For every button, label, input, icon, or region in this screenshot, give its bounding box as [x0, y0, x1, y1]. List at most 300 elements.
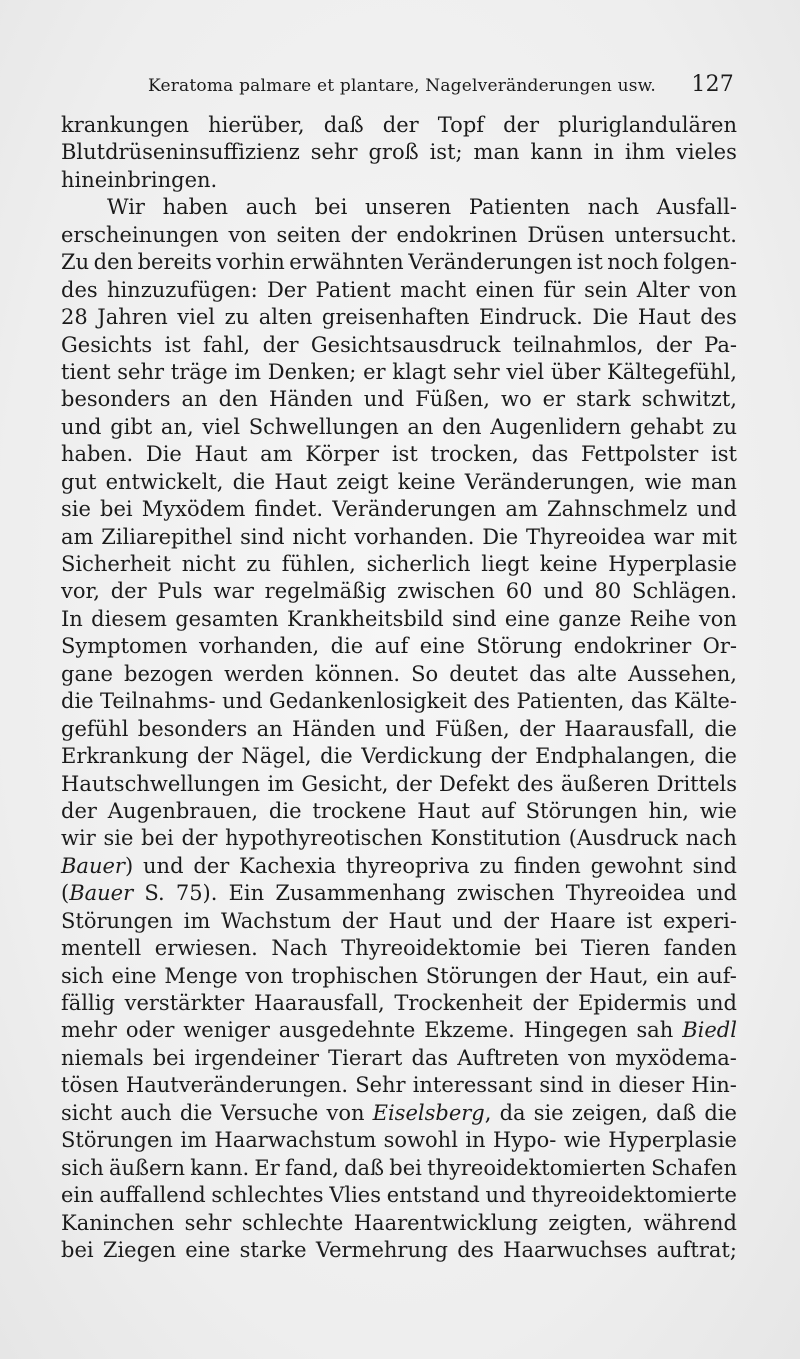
word: Kachexia [239, 853, 337, 878]
word: regelmäßig [264, 579, 387, 604]
word: Haut [194, 442, 248, 467]
word: Zahnschmelz [546, 497, 688, 522]
word: Veränderungen [408, 250, 573, 275]
word: des [61, 277, 98, 302]
word: Defekt [438, 771, 510, 796]
word: viel [506, 359, 545, 384]
word: ein [656, 963, 689, 988]
word: sicht [61, 1100, 113, 1125]
word: Reihe [629, 606, 691, 631]
word: experi- [662, 908, 737, 933]
word: wir [61, 826, 96, 851]
word: bezogen [124, 661, 213, 686]
word: folgen- [663, 250, 737, 275]
word: starke [239, 1237, 307, 1262]
text-line [61, 1045, 737, 1072]
word: liegt [481, 552, 530, 576]
word: (Ausdruck [568, 826, 678, 851]
word: Krankheitsbild [287, 606, 444, 631]
word: Wachstum [220, 908, 332, 933]
word: Augenlidern [490, 414, 622, 439]
word: der [382, 113, 419, 137]
word: Die [145, 442, 182, 467]
word: Störungen [61, 908, 173, 933]
word: besonders [61, 387, 171, 412]
word: Haarausfall, [564, 716, 695, 741]
text-line [61, 441, 737, 468]
word: Hautveränderungen. [125, 1073, 349, 1098]
word: eine [419, 634, 465, 659]
word: war [213, 579, 254, 604]
word: eine [111, 963, 157, 988]
italic-name: Bauer [61, 853, 125, 878]
word: Haarwuchses [503, 1237, 648, 1262]
word: und [543, 579, 584, 604]
word: fanden [663, 936, 737, 961]
word: Tieren [580, 936, 651, 961]
word [682, 1017, 737, 1044]
word: Veränderungen [332, 497, 497, 522]
word: daß [344, 1155, 385, 1180]
word: Zu [61, 250, 90, 275]
text-line [61, 496, 737, 523]
word: Thyreoidektomie [341, 936, 522, 961]
word: Schafen [651, 1155, 737, 1180]
word: Konstitution [430, 826, 561, 851]
italic-name: Biedl [682, 1018, 737, 1043]
word: Kaninchen [61, 1210, 175, 1235]
word: und [385, 716, 426, 741]
word: wie [563, 1128, 601, 1153]
word: werden [224, 661, 304, 686]
word: ganze [558, 606, 622, 631]
word: Bauer) [61, 853, 133, 880]
word: Hyperplasie [608, 552, 737, 576]
word: schlechtes [211, 1183, 324, 1208]
word: im [267, 771, 295, 796]
word: ausgedehnte [278, 1018, 416, 1043]
word: Drüsen [527, 222, 605, 247]
word: Teilnahms- [100, 689, 216, 714]
word: ist [391, 442, 418, 467]
word: Verdickung [361, 744, 483, 769]
word: war [653, 524, 695, 549]
word: Erkrankung [61, 744, 189, 769]
text-line [61, 167, 737, 194]
word: macht [400, 277, 467, 302]
word: erwähnten [289, 250, 404, 275]
word: auf- [696, 963, 737, 988]
word: sich [61, 963, 104, 988]
word: Hin- [691, 1073, 737, 1098]
word: in [465, 1128, 486, 1153]
text-line [61, 990, 737, 1017]
word: Gesicht, [301, 771, 389, 796]
word: klagt [392, 359, 447, 384]
text-line [61, 359, 737, 386]
text-line [61, 1155, 737, 1182]
word: sehr [184, 1210, 232, 1235]
word: zu [246, 552, 271, 576]
word: gefühl [61, 716, 129, 741]
word: Hypo- [492, 1128, 557, 1153]
word: daß [656, 1100, 697, 1125]
word: die [704, 1100, 737, 1125]
word: äußern [108, 1155, 186, 1180]
word: bei [141, 826, 174, 851]
word: findet. [254, 497, 324, 522]
word: Denken; [267, 359, 357, 384]
word: alte [576, 661, 618, 686]
word: der [655, 332, 692, 357]
word: und [696, 497, 737, 522]
word: Haare [549, 908, 616, 933]
word: die [330, 634, 364, 659]
word: von [568, 1045, 607, 1070]
word: zu [712, 414, 737, 439]
word: des [473, 689, 511, 714]
text-line [61, 716, 737, 743]
word: vieles [675, 140, 737, 165]
text-line [61, 524, 737, 551]
word: fahl, [202, 332, 251, 357]
word: sehr [452, 359, 500, 384]
text-line [61, 1072, 737, 1099]
page-number: 127 [691, 72, 734, 97]
word: der [545, 963, 582, 988]
word: 60 [505, 579, 533, 604]
word: Kältegefühl, [607, 359, 737, 384]
word: gibt [110, 414, 153, 439]
word: verstärkter [124, 991, 245, 1015]
word: Haarentwicklung [353, 1210, 538, 1235]
word: hinzuzufügen: [106, 277, 258, 302]
word: der [110, 579, 147, 604]
word: Schwellungen [248, 414, 399, 439]
word: auf [374, 634, 409, 659]
word: daß [323, 113, 364, 137]
word: auch [245, 195, 298, 220]
word: finden [513, 853, 581, 878]
word: sie [61, 497, 91, 522]
word: man [473, 140, 520, 165]
text-line [61, 963, 737, 990]
word: bei [152, 1045, 186, 1070]
word: auftrat; [656, 1237, 737, 1262]
word: am [61, 524, 94, 549]
word: trocken, [430, 442, 519, 467]
word: erscheinungen [61, 222, 219, 247]
text-line [61, 277, 737, 304]
word: Fettpolster [581, 442, 699, 467]
word: über [550, 359, 601, 384]
word: und [485, 1183, 526, 1208]
word: Thyreoidea [565, 881, 686, 906]
word: und [222, 689, 263, 714]
word: irgendeiner [194, 1045, 320, 1070]
word: der [350, 222, 387, 247]
word: ist [710, 442, 737, 467]
text-line [61, 606, 737, 633]
word: thyreopriva [346, 853, 470, 878]
word: fällig [61, 991, 115, 1015]
word: mentell [61, 936, 142, 961]
text-line [61, 798, 737, 825]
text-line [61, 332, 737, 359]
word: der [503, 113, 540, 137]
word: sind [539, 1073, 584, 1098]
word: bei [61, 1237, 94, 1262]
word: an [181, 387, 208, 412]
word: trophischen [291, 963, 419, 988]
word: der [61, 798, 97, 823]
word: Zusammenhang [275, 881, 446, 906]
word: zeigen, [571, 1100, 649, 1125]
word: Körper [305, 442, 380, 467]
word: im [183, 908, 211, 933]
word: besonders [137, 716, 248, 741]
word: Ziliarepithel [101, 524, 233, 549]
word: die [61, 689, 94, 714]
word: greisenhaften [321, 305, 470, 330]
text-line [61, 551, 737, 578]
word: der [196, 744, 233, 769]
word: von [228, 222, 267, 247]
text-line [61, 688, 737, 715]
word: endokrinen [396, 222, 518, 247]
word: ist [576, 250, 603, 275]
word: gut [61, 469, 97, 494]
word: interessant [412, 1073, 533, 1098]
word: pluriglandulären [558, 113, 737, 137]
word: gane [61, 661, 113, 686]
word: diesem [91, 606, 167, 631]
word: während [643, 1210, 737, 1235]
word: Aussehen, [628, 661, 737, 686]
word: Thyreoidea [526, 524, 646, 549]
word: nach [587, 195, 640, 220]
word: viel [202, 414, 241, 439]
word: Nach [271, 936, 328, 961]
word: träge [170, 359, 228, 384]
word: ist [164, 332, 191, 357]
italic-name: Bauer [69, 881, 134, 906]
word: Füßen, [434, 716, 510, 741]
word: nicht [292, 524, 347, 549]
text-line [61, 1182, 737, 1209]
word: tösen [61, 1073, 119, 1098]
word: vor, [61, 579, 100, 604]
word: In [61, 606, 83, 631]
word: sehr [117, 359, 165, 384]
word: in [593, 140, 614, 165]
text-line [61, 853, 737, 880]
word: stark [576, 387, 631, 412]
word: unseren [364, 195, 452, 220]
text-line [61, 222, 737, 249]
word: Nägel, [241, 744, 312, 769]
word: endokriner [573, 634, 692, 659]
word: Haarausfall, [254, 991, 385, 1015]
word: bei [100, 497, 133, 522]
word: an [407, 414, 434, 439]
word: Vermehrung [315, 1237, 448, 1262]
word: eine [504, 606, 550, 631]
word: entwickelt, [105, 469, 224, 494]
word: er [363, 359, 386, 384]
word: das [531, 442, 569, 467]
word: bei [314, 195, 348, 220]
word: sie [533, 1100, 564, 1125]
word: viel [177, 305, 216, 330]
word: thyreoidektomierten [427, 1155, 646, 1180]
word: der [181, 826, 218, 851]
word: der [395, 771, 432, 796]
word: nach [685, 826, 737, 851]
word: die [268, 798, 302, 823]
word: Füßen, [415, 387, 490, 412]
word: Patienten, [516, 689, 625, 714]
word: Endphalangen, [535, 744, 696, 769]
word: ist [626, 908, 653, 933]
word: und [61, 414, 102, 439]
word: Jahren [97, 305, 168, 330]
word: Alter [636, 277, 690, 302]
word: den [442, 414, 482, 439]
word: Sicherheit [61, 552, 171, 576]
word: sah [636, 1018, 674, 1043]
word: von [698, 277, 737, 302]
word: des [457, 1237, 494, 1262]
word: an [256, 716, 283, 741]
word: bei [534, 936, 568, 961]
word: Hyperplasie [608, 1128, 737, 1153]
word: vorhin [216, 250, 285, 275]
word: den [93, 250, 134, 275]
word: des [700, 305, 737, 330]
word: Hingegen [523, 1018, 628, 1043]
text-line [61, 908, 737, 935]
word: Pa- [704, 332, 737, 357]
word: Störungen [61, 1128, 173, 1153]
word: der [341, 908, 378, 933]
word: hin, [648, 798, 689, 823]
word: im [180, 1128, 207, 1153]
word: gesamten [175, 606, 279, 631]
word: das [529, 661, 566, 686]
word: und [143, 853, 184, 878]
text-line [61, 469, 737, 496]
word: Haut [274, 469, 328, 494]
word: die [320, 744, 353, 769]
word: äußeren [560, 771, 650, 796]
text-line [61, 661, 737, 688]
word: Störungen [425, 963, 538, 988]
word: vorhanden. [354, 524, 475, 549]
word: zeigt [336, 469, 389, 494]
word: Haut [388, 908, 442, 933]
word: tient [61, 359, 111, 384]
word: den [218, 387, 258, 412]
word: schwitzt, [641, 387, 737, 412]
word: 28 [61, 305, 88, 330]
word: hierüber, [208, 113, 305, 137]
word: sind [240, 524, 285, 549]
text-line [61, 194, 737, 221]
word: mehr [61, 1018, 117, 1043]
text-line [61, 304, 737, 331]
word: Händen [292, 716, 376, 741]
text-line [61, 1100, 737, 1127]
word: man [690, 469, 737, 494]
word: Die [482, 524, 519, 549]
word: weniger [183, 1018, 270, 1043]
word: groß [368, 140, 419, 165]
word: So [411, 661, 439, 686]
word: er [542, 387, 566, 412]
word: die [704, 716, 737, 741]
word: Augenbrauen, [107, 798, 259, 823]
word: teilnahmlos, [512, 332, 644, 357]
word: von [326, 1100, 365, 1125]
word: die [232, 469, 266, 494]
word: hypothyreotischen [225, 826, 423, 851]
word: und [363, 387, 405, 412]
word: eine [185, 1237, 231, 1262]
word: entstand [386, 1183, 480, 1208]
word: Die [592, 305, 629, 330]
word: nicht [181, 552, 236, 576]
text-line [61, 1017, 737, 1044]
word: Gedankenlosigkeit [269, 689, 467, 714]
word: keine [539, 552, 598, 576]
word: das [630, 689, 668, 714]
word: der [193, 853, 230, 878]
word: Störungen [525, 798, 638, 823]
word: gewohnt [590, 853, 683, 878]
word: zeigten, [548, 1210, 634, 1235]
word: haben. [61, 442, 134, 467]
word: schlechte [241, 1210, 344, 1235]
word: Auftreten [457, 1045, 560, 1070]
word: Ziegen [102, 1237, 176, 1262]
word: der [503, 908, 540, 933]
word: auch [120, 1100, 172, 1125]
word: der [490, 744, 527, 769]
word: der [532, 991, 569, 1015]
word: kann. [190, 1155, 250, 1180]
word: Topf [437, 113, 485, 137]
word: Versuche [220, 1100, 319, 1125]
running-head [148, 72, 736, 102]
word: sich [61, 1155, 104, 1180]
word: wie [699, 798, 737, 823]
word: zwischen [397, 579, 495, 604]
word: Drittels [656, 771, 737, 796]
text-line [61, 633, 737, 660]
word: Er [254, 1155, 280, 1180]
word: Ekzeme. [424, 1018, 515, 1043]
word: sowohl [383, 1128, 458, 1153]
word: von [245, 963, 284, 988]
word: Patient [315, 277, 391, 302]
word: sein [584, 277, 628, 302]
word: und [452, 908, 493, 933]
word: S. [144, 881, 165, 906]
word: können. [315, 661, 401, 686]
body-text [61, 112, 737, 1264]
word: noch [607, 250, 659, 275]
